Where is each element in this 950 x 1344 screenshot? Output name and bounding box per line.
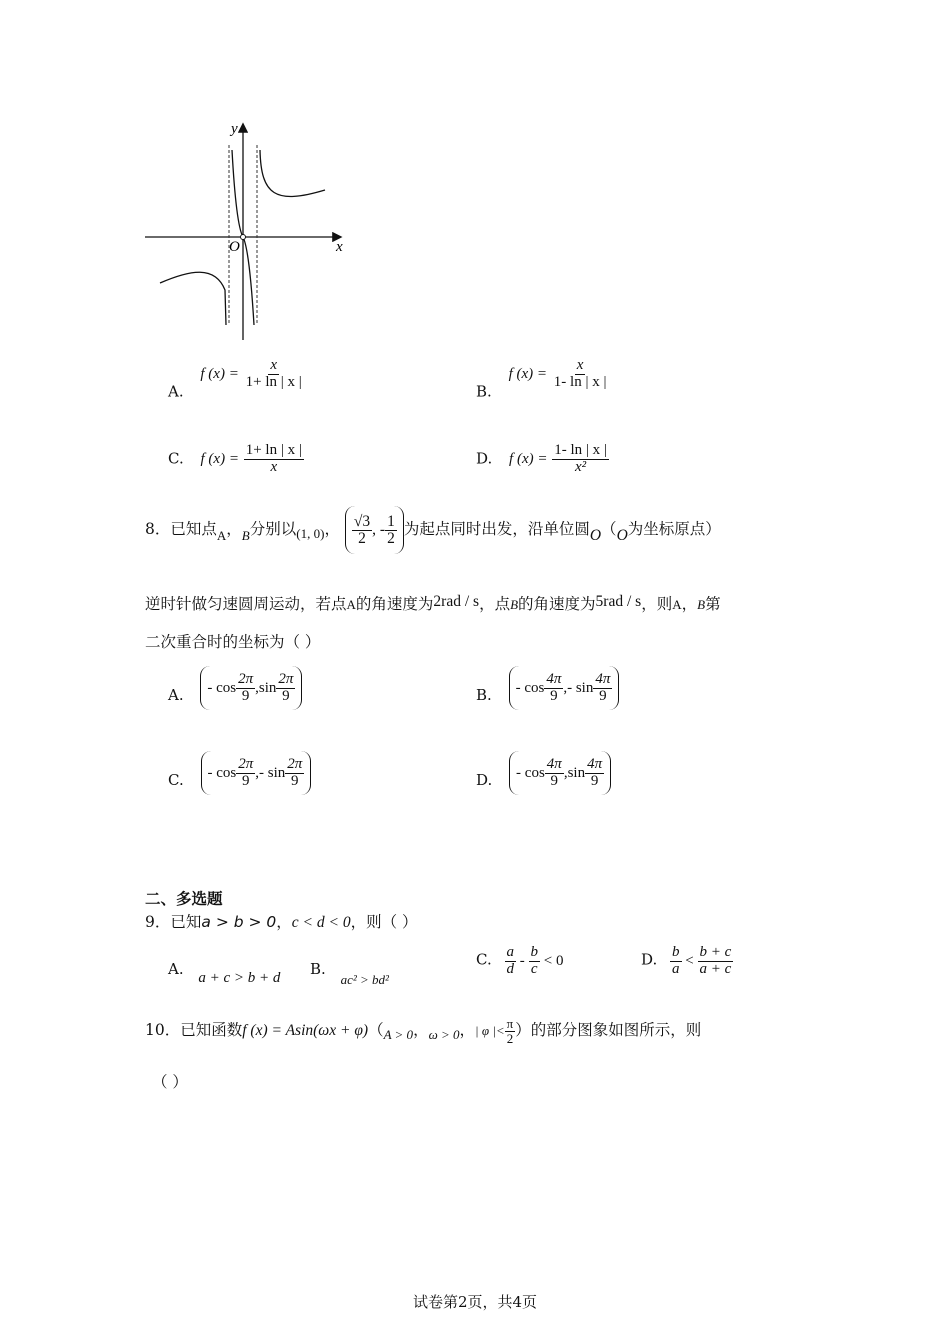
- stem-text: 第: [705, 595, 721, 613]
- fraction-denominator: a + c: [699, 960, 732, 977]
- fraction-numerator: 4π: [587, 756, 603, 773]
- function-graph: [140, 115, 355, 345]
- fraction-numerator: x: [576, 357, 584, 373]
- option-lhs: f (x) =: [509, 451, 548, 468]
- q8-option-d[interactable]: [476, 750, 611, 802]
- stem-text: 分别以: [249, 520, 297, 538]
- start-point-a: (1, 0): [296, 526, 325, 541]
- option-text: - cos: [516, 765, 545, 781]
- fraction-denominator: c: [530, 960, 538, 977]
- operator: <: [685, 952, 694, 969]
- origin-o: O: [616, 527, 628, 544]
- question-number: 10．: [145, 1021, 181, 1039]
- option-letter: D.: [641, 950, 658, 969]
- fraction-numerator: b: [672, 944, 680, 960]
- stem-text: ，则: [641, 595, 673, 613]
- option-expr: ac² > bd²: [340, 972, 389, 987]
- circle-o: O: [589, 527, 602, 544]
- angular-speed-b: 5rad / s: [595, 593, 642, 610]
- option-text: ,sin: [255, 680, 277, 696]
- fraction-numerator: 1: [387, 512, 395, 530]
- fraction-denominator: 9: [291, 773, 299, 790]
- question-number: 9．: [145, 913, 171, 931]
- option-letter: B.: [310, 960, 326, 978]
- fraction-denominator: d: [506, 960, 514, 977]
- q8-option-a[interactable]: [168, 665, 302, 717]
- q7-option-a[interactable]: [168, 358, 304, 400]
- fraction-numerator: 2π: [238, 671, 254, 688]
- option-letter: A.: [168, 686, 184, 704]
- stem-text: ，: [324, 520, 340, 538]
- option-letter: C.: [476, 950, 492, 969]
- fraction-denominator: 9: [550, 773, 559, 790]
- fraction-denominator: 1- ln | x |: [553, 373, 607, 390]
- q8-stem-line1: [145, 505, 721, 560]
- fraction-denominator: 9: [241, 688, 250, 705]
- stem-text: 已知点: [170, 520, 217, 538]
- stem-text: ，: [681, 595, 698, 613]
- stem-text: 逆时针做匀速圆周运动，若点: [145, 595, 347, 613]
- condition-1: a > b > 0: [201, 913, 277, 931]
- separator: , -: [372, 521, 386, 538]
- q9-option-c[interactable]: [476, 945, 563, 978]
- stem-text: ，则（ ）: [350, 913, 418, 931]
- origin-label: O: [229, 239, 240, 255]
- fraction-numerator: 2π: [287, 756, 303, 773]
- q9-option-a[interactable]: [168, 960, 280, 987]
- q8-option-b[interactable]: [476, 665, 619, 717]
- question-number: 8．: [145, 520, 171, 538]
- stem-text: 为坐标原点）: [627, 520, 721, 538]
- q7-option-d[interactable]: [476, 443, 609, 476]
- y-axis-label: y: [231, 121, 238, 137]
- stem-text: ，: [459, 1021, 476, 1039]
- fraction-denominator: 1+ ln | x |: [245, 373, 302, 390]
- option-lhs: f (x) =: [200, 451, 239, 468]
- stem-text: 已知: [170, 913, 202, 931]
- operator: -: [519, 952, 525, 969]
- fraction-denominator: 9: [599, 688, 607, 705]
- fraction-numerator: b: [530, 944, 538, 960]
- fraction-numerator: 2π: [278, 671, 294, 688]
- q8-option-c[interactable]: [168, 750, 311, 802]
- page-footer: 试卷第2页，共4页: [412, 1293, 538, 1311]
- fraction-denominator: a: [672, 960, 680, 977]
- fraction-numerator: x: [270, 357, 278, 373]
- section-title: 二、多选题: [145, 889, 223, 908]
- fraction-denominator: 9: [242, 773, 250, 790]
- option-text: ,- sin: [255, 765, 286, 781]
- q8-stem-line2: [145, 592, 721, 614]
- fraction-denominator: 9: [550, 688, 558, 705]
- curve-left-branch: [160, 272, 226, 325]
- q8-stem-line3: 二次重合时的坐标为（ ）: [145, 633, 321, 651]
- condition-phi: | φ |<: [475, 1023, 505, 1038]
- fraction-denominator: 2: [387, 529, 395, 547]
- option-text: < 0: [543, 952, 564, 969]
- option-letter: D.: [476, 449, 493, 468]
- angular-speed-a: 2rad / s: [433, 593, 480, 610]
- point-a: A: [346, 597, 356, 612]
- stem-text: （: [368, 1021, 384, 1039]
- fraction-denominator: 2: [358, 529, 366, 547]
- fraction-denominator: 9: [590, 773, 599, 790]
- curve-right-branch: [260, 150, 325, 197]
- q9-option-b[interactable]: [310, 960, 389, 988]
- fraction-denominator: x: [270, 458, 278, 475]
- fraction-numerator: 4π: [546, 756, 562, 773]
- option-lhs: f (x) =: [508, 366, 548, 383]
- option-letter: A.: [168, 960, 184, 978]
- stem-text: ，: [413, 1021, 429, 1039]
- condition-2: c < d < 0: [291, 914, 351, 931]
- point-b: B: [697, 597, 706, 612]
- stem-text: 为起点同时出发，沿单位圆: [403, 520, 590, 538]
- stem-text: 的角速度为: [518, 595, 596, 613]
- point-b: B: [510, 597, 519, 612]
- function-expr: f (x) = Asin(ωx + φ): [242, 1022, 369, 1039]
- option-letter: B.: [476, 686, 492, 704]
- fraction-numerator: π: [506, 1015, 514, 1031]
- fraction-numerator: 1+ ln | x |: [245, 442, 302, 458]
- q9-option-d[interactable]: [641, 945, 733, 978]
- option-text: - cos: [515, 680, 545, 696]
- fraction-numerator: 2π: [238, 756, 254, 773]
- origin-point: [241, 235, 246, 240]
- point-a: A: [672, 597, 682, 612]
- fraction-numerator: a: [506, 944, 514, 960]
- option-expr: a + c > b + d: [198, 970, 281, 986]
- fraction-denominator: x²: [575, 458, 587, 475]
- condition-omega: ω > 0: [428, 1027, 460, 1042]
- option-text: - cos: [207, 680, 237, 696]
- option-letter: C.: [168, 771, 184, 789]
- point-a: A: [216, 528, 227, 543]
- q10-stem-line1: [145, 1008, 701, 1057]
- option-letter: D.: [476, 771, 493, 789]
- option-lhs: f (x) =: [200, 366, 239, 383]
- option-text: ,- sin: [563, 680, 594, 696]
- q10-stem-line2: （ ）: [152, 1073, 188, 1091]
- fraction-denominator: 9: [282, 688, 290, 705]
- fraction-numerator: b + c: [699, 944, 732, 960]
- stem-text: 已知函数: [180, 1021, 243, 1039]
- stem-text: ，: [276, 913, 292, 931]
- option-letter: B.: [476, 382, 492, 401]
- fraction-numerator: 4π: [546, 671, 562, 688]
- fraction-denominator: 2: [506, 1030, 514, 1046]
- stem-text: ，点: [479, 595, 511, 613]
- q7-option-b[interactable]: [476, 358, 608, 400]
- fraction-numerator: √3: [353, 512, 371, 530]
- start-point-b: [345, 506, 404, 554]
- q7-option-c[interactable]: [168, 443, 304, 476]
- option-letter: A.: [168, 382, 184, 401]
- point-b: B: [241, 528, 250, 543]
- x-axis-label: x: [336, 239, 343, 255]
- stem-text: ）的部分图象如图所示，则: [515, 1021, 702, 1039]
- stem-text: ，: [226, 520, 242, 538]
- fraction-numerator: 4π: [595, 671, 611, 688]
- fraction-numerator: 1- ln | x |: [554, 442, 607, 458]
- condition-a: A > 0: [383, 1027, 414, 1042]
- q9-stem: [145, 910, 418, 932]
- stem-text: （: [601, 520, 617, 538]
- stem-text: 的角速度为: [355, 595, 434, 613]
- option-text: ,sin: [563, 765, 586, 781]
- option-letter: C.: [168, 449, 184, 468]
- option-text: - cos: [207, 765, 237, 781]
